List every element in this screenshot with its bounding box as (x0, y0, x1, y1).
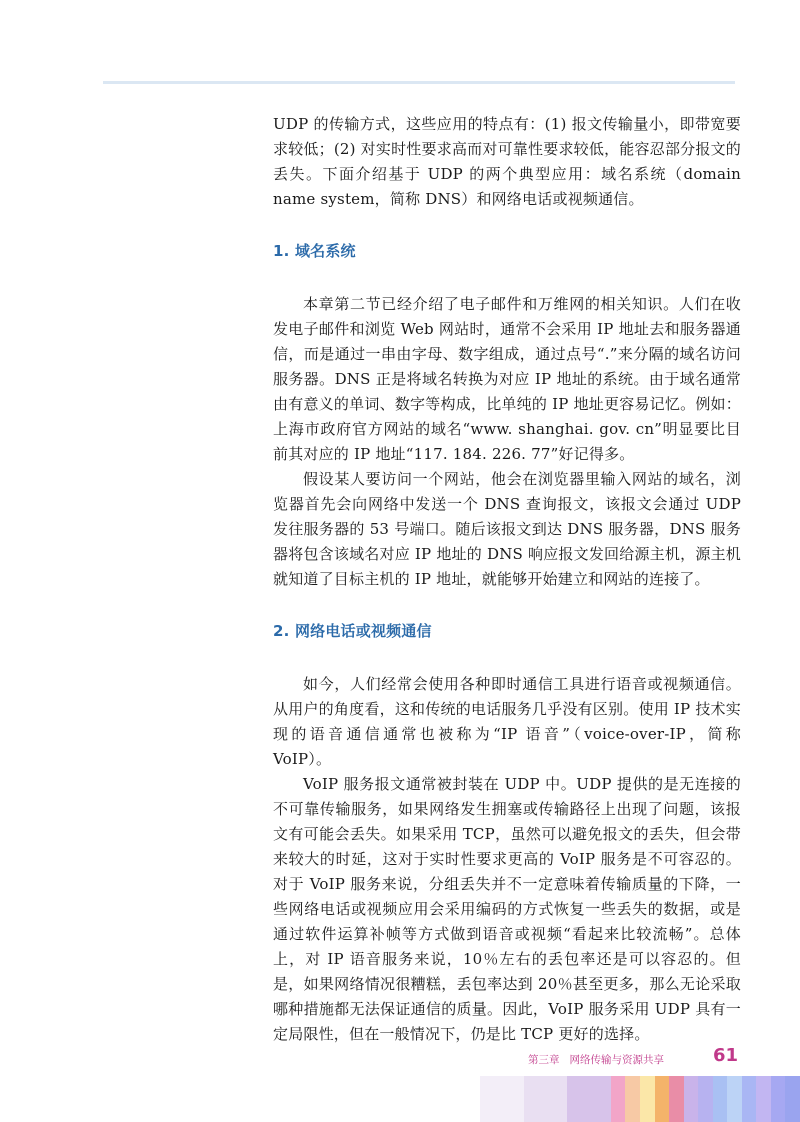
intro-paragraph: UDP 的传输方式，这些应用的特点有：(1) 报文传输量小，即带宽要求较低；(2) 对实时性要求高而对可靠性要求较低，能容忍部分报文的丢失。下面介绍基于 UDP 的两个典型应用：域名系统（domain name system，简称 DNS）和网络电话或视频通信。 (273, 115, 741, 208)
stripe (669, 1076, 684, 1122)
stripe (785, 1076, 800, 1122)
voip-paragraph-1: 如今，人们经常会使用各种即时通信工具进行语音或视频通信。从用户的角度看，这和传统的电话服务几乎没有区别。使用 IP 技术实现的语音通信通常也被称为“IP 语音”（voice-over-IP，简称 VoIP）。 (273, 675, 741, 768)
stripe (713, 1076, 728, 1122)
stripe (625, 1076, 640, 1122)
stripe (655, 1076, 670, 1122)
stripe (727, 1076, 742, 1122)
stripe (567, 1076, 611, 1122)
stripe (742, 1076, 757, 1122)
section-heading-voip: 2. 网络电话或视频通信 (273, 622, 432, 640)
stripe (756, 1076, 771, 1122)
top-rule (103, 81, 735, 84)
chapter-title: 网络传输与资源共享 (569, 1054, 664, 1066)
section-heading-dns: 1. 域名系统 (273, 242, 356, 260)
page-footer (528, 1045, 738, 1068)
footer-chapter (528, 1052, 664, 1067)
stripe (684, 1076, 699, 1122)
stripe (611, 1076, 626, 1122)
stripe (771, 1076, 786, 1122)
dns-paragraph-1: 本章第二节已经介绍了电子邮件和万维网的相关知识。人们在收发电子邮件和浏览 Web 网站时，通常不会采用 IP 地址去和服务器通信，而是通过一串由字母、数字组成，通过点号“.”来分隔的域名访问服务器。DNS 正是将域名转换为对应 IP 地址的系统。由于域名通常由有意义的单词、数字等构成，比单纯的 IP 地址更容易记忆。例如：上海市政府官方网站的域名“www. shanghai. gov. cn”明显要比目前其对应的 IP 地址“117. 184. 226. 77”好记得多。 (273, 295, 741, 463)
stripe (640, 1076, 655, 1122)
stripe (480, 1076, 524, 1122)
page-number: 61 (712, 1045, 738, 1066)
dns-paragraph-2: 假设某人要访问一个网站，他会在浏览器里输入网站的域名，浏览器首先会向网络中发送一个 DNS 查询报文，该报文会通过 UDP 发往服务器的 53 号端口。随后该报文到达 DNS 服务器，DNS 服务器将包含该域名对应 IP 地址的 DNS 响应报文发回给源主机，源主机就知道了目标主机的 IP 地址，就能够开始建立和网站的连接了。 (273, 470, 741, 588)
voip-paragraph-2: VoIP 服务报文通常被封装在 UDP 中。UDP 提供的是无连接的不可靠传输服务，如果网络发生拥塞或传输路径上出现了问题，该报文有可能会丢失。如果采用 TCP，虽然可以避免报文的丢失，但会带来较大的时延，这对于实时性要求更高的 VoIP 服务是不可容忍的。对于 VoIP 服务来说，分组丢失并不一定意味着传输质量的下降，一些网络电话或视频应用会采用编码的方式恢复一些丢失的数据，或是通过软件运算补帧等方式做到语音或视频“看起来比较流畅”。总体上，对 IP 语音服务来说，10％左右的丢包率还是可以容忍的。但是，如果网络情况很糟糕，丢包率达到 20％甚至更多，那么无论采取哪种措施都无法保证通信的质量。因此，VoIP 服务采用 UDP 具有一定局限性，但在一般情况下，仍是比 TCP 更好的选择。 (273, 775, 741, 1043)
decorative-stripes (480, 1076, 800, 1122)
chapter-label: 第三章 (528, 1054, 560, 1066)
stripe (524, 1076, 568, 1122)
page-content (273, 112, 741, 1047)
stripe (698, 1076, 713, 1122)
